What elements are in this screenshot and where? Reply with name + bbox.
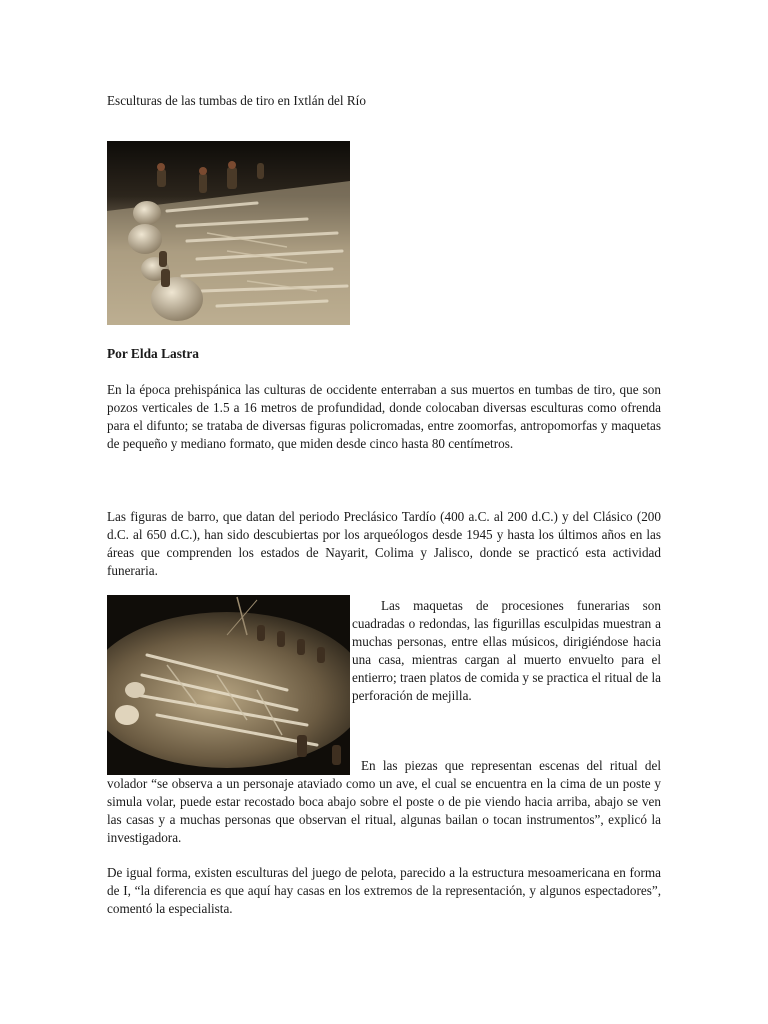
burial-photo-skeletons-figurines [107,595,350,775]
paragraph-3: Las maquetas de procesiones funerarias son cuadradas o redondas, las figurillas esculpidas muestran a muchas personas, entre ellas músicos, dirigiéndose hacia una casa, mientras cargan al muerto envuelto para el entierro; traen platos de comida y se practica el ritual de la perforación de mejilla. [352,598,661,703]
paragraph-5: De igual forma, existen esculturas del juego de pelota, parecido a la estructura mesoamericana en forma de I, “la diferencia es que aquí hay casas en los extremos de la representación, y algunos espectadores”, comentó la especialista. [107,865,661,916]
document-title: Esculturas de las tumbas de tiro en Ixtlán del Río [107,93,366,108]
paragraph-2: Las figuras de barro, que datan del periodo Preclásico Tardío (400 a.C. al 200 d.C.) y del Clásico (200 d.C. al 650 d.C.), han sido descubiertas por los arqueólogos desde 1945 y hasta los últimos años en las áreas que comprenden los estados de Nayarit, Colima y Jalisco, donde se practicó esta actividad funeraria. [107,509,661,578]
paragraph-1: En la época prehispánica las culturas de occidente enterraban a sus muertos en tumbas de tiro, que son pozos verticales de 1.5 a 16 metros de profundidad, donde colocaban diversas esculturas como ofrenda para el difunto; se trataba de diversas figuras policromadas, entre zoomorfas, antropomorfas y maquetas de pequeño y mediano formato, que miden desde cinco hasta 80 centímetros. [107,382,661,451]
burial-photo-skulls-row [107,141,350,325]
paragraph-4: En las piezas que representan escenas del ritual del volador “se observa a un personaje ataviado como un ave, el cual se encuentra en la cima de un poste y simula volar, puede estar recostado boca abajo sobre el poste o de pie viendo hacia arriba, abajo se ven las casas y a muchas personas que observan el ritual, algunas bailan o tocan instrumentos”, explicó la investigadora. [107,758,661,845]
author-byline: Por Elda Lastra [107,346,200,361]
